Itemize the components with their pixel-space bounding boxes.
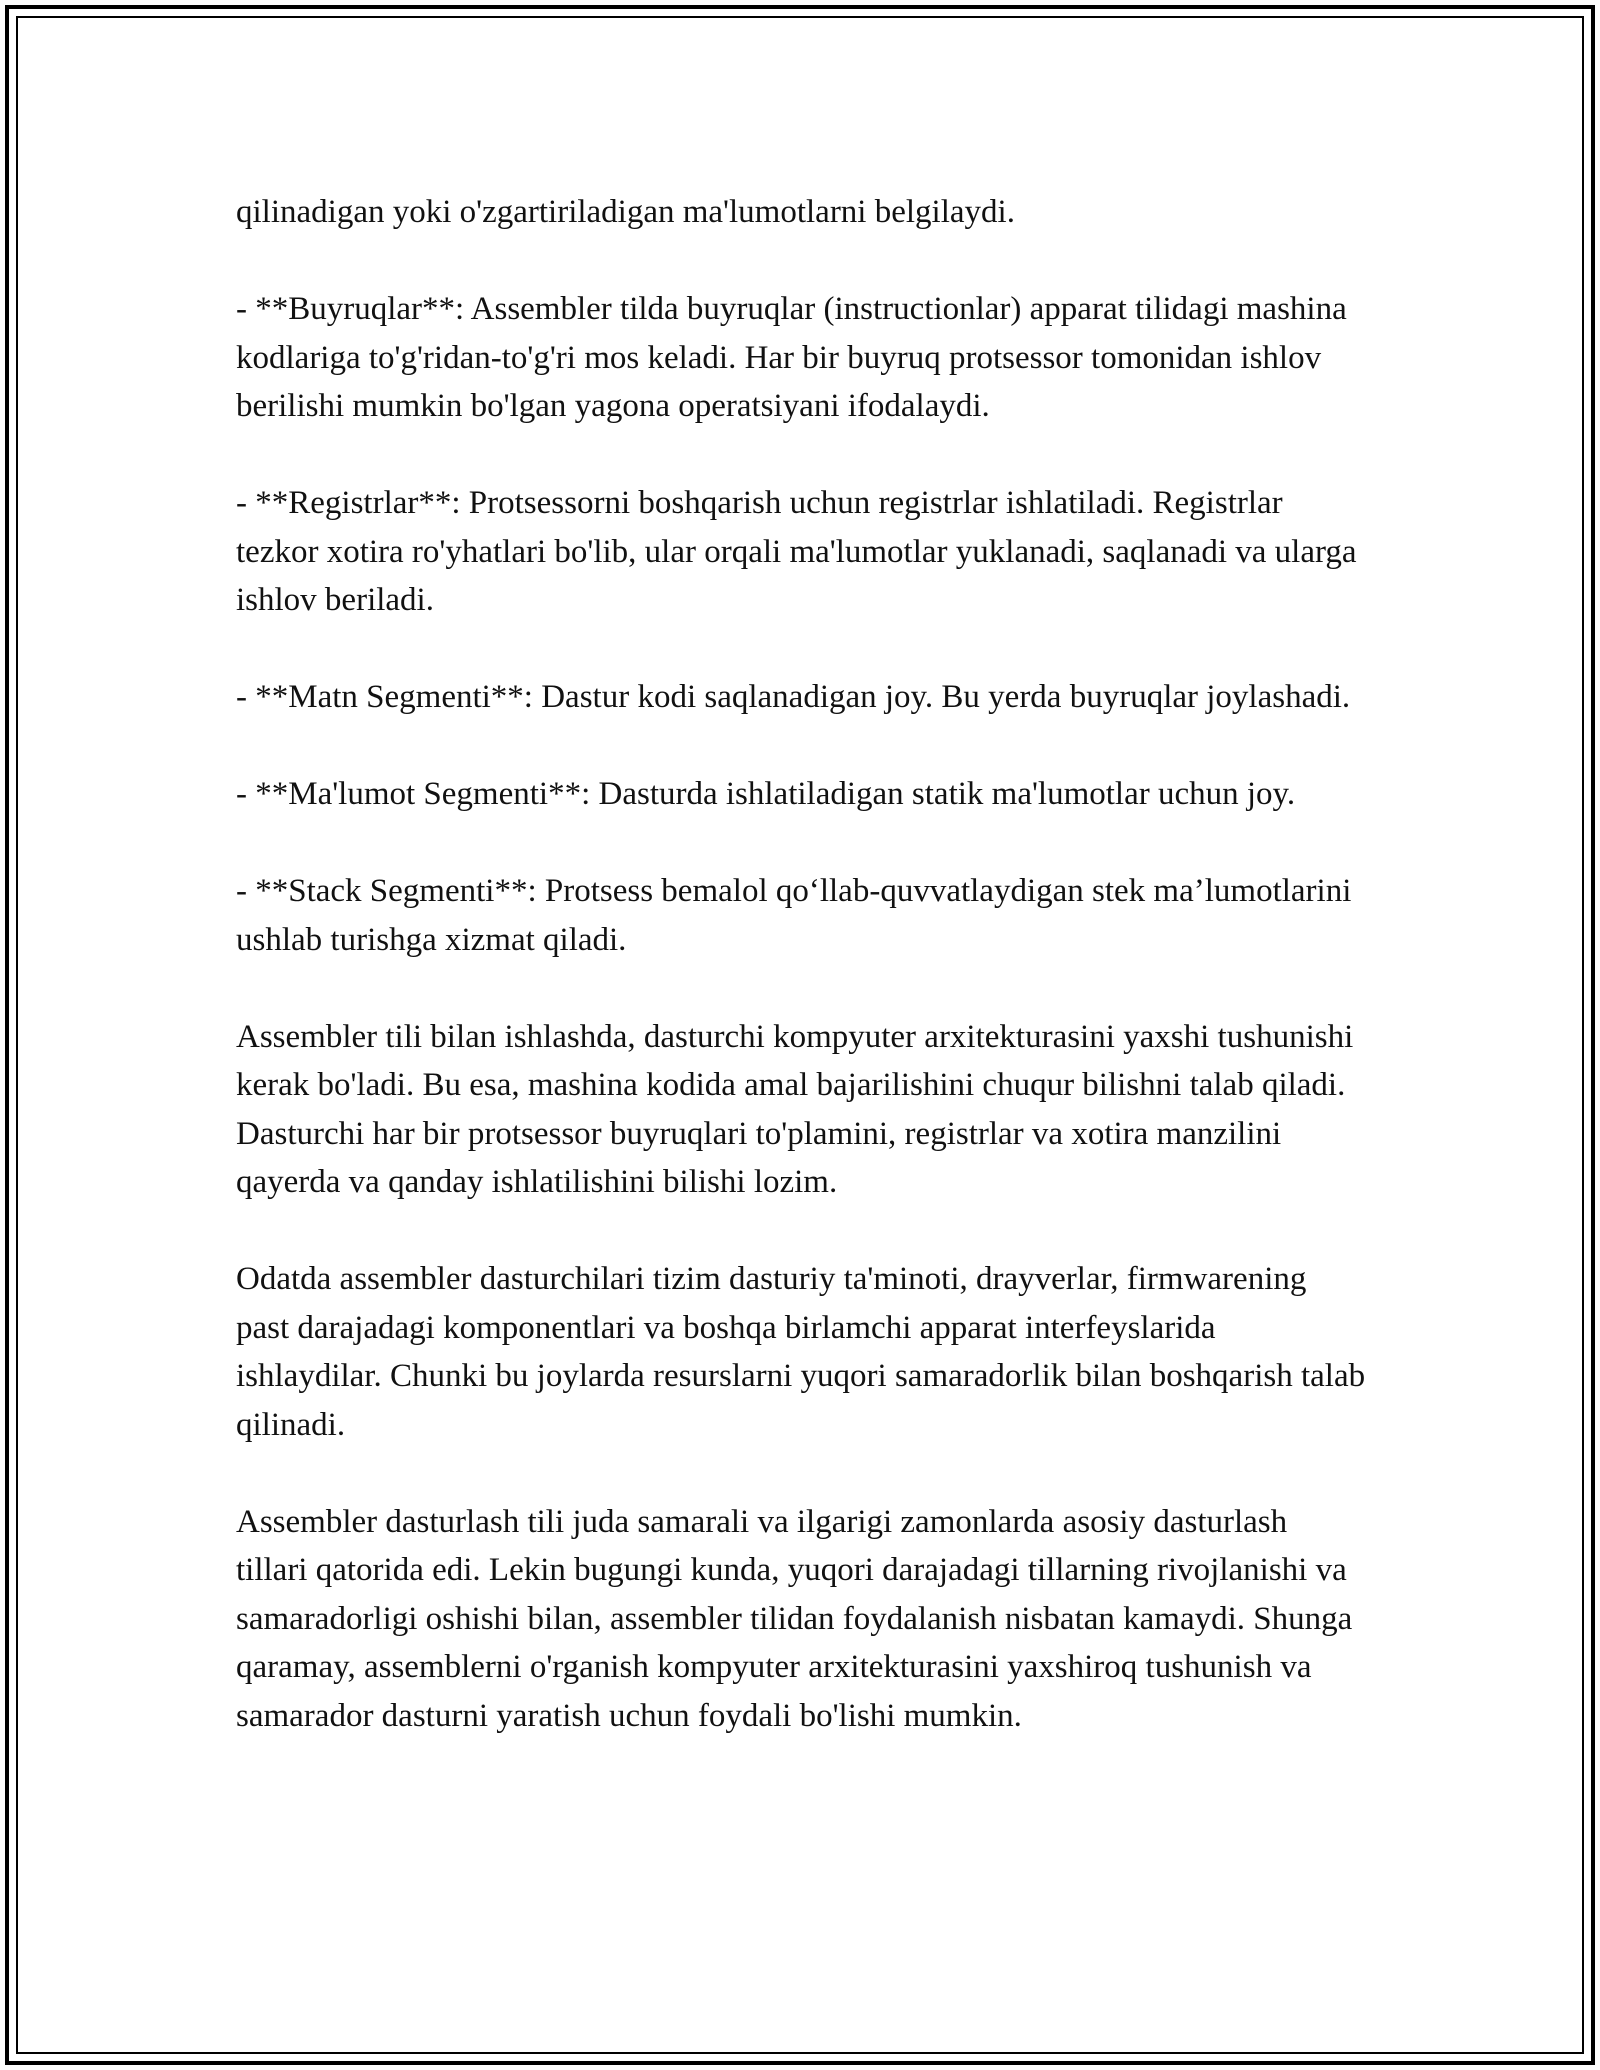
- paragraph-intro-continuation: qilinadigan yoki o'zgartiriladigan ma'lumotlarni belgilaydi.: [236, 194, 1015, 230]
- paragraph-registrlar: - **Registrlar**: Protsessorni boshqarish uchun registrlar ishlatiladi. Registrlar tezkor xotira ro'yhatlari bo'lib, ular orqali ma'lumotlar yuklanadi, saqlanadi va ularga ishlov beriladi.: [236, 485, 1357, 618]
- paragraph-stack-segmenti: - **Stack Segmenti**: Protsess bemalol qo‘llab-quvvatlaydigan stek ma’lumotlarini ushlab turishga xizmat qiladi.: [236, 873, 1352, 958]
- document-body: [236, 188, 1366, 1740]
- paragraph-usage: Odatda assembler dasturchilari tizim dasturiy ta'minoti, drayverlar, firmwarening past darajadagi komponentlari va boshqa birlamchi apparat interfeyslarida ishlaydilar. Chunki bu joylarda resurslarni yuqori samaradorlik bilan boshqarish talab qilinadi.: [236, 1261, 1366, 1443]
- paragraph-conclusion: Assembler dasturlash tili juda samarali va ilgarigi zamonlarda asosiy dasturlash tillari qatorida edi. Lekin bugungi kunda, yuqori darajadagi tillarning rivojlanishi va samaradorligi oshishi bilan, assembler tilidan foydalanish nisbatan kamaydi. Shunga qaramay, assemblerni o'rganish kompyuter arxitekturasini yaxshiroq tushunish va samarador dasturni yaratish uchun foydali bo'lishi mumkin.: [236, 1503, 1353, 1734]
- paragraph-matn-segmenti: - **Matn Segmenti**: Dastur kodi saqlanadigan joy. Bu yerda buyruqlar joylashadi.: [236, 679, 1351, 715]
- paragraph-architecture: Assembler tili bilan ishlashda, dasturchi kompyuter arxitekturasini yaxshi tushunishi kerak bo'ladi. Bu esa, mashina kodida amal bajarilishini chuqur bilishni talab qiladi. Dasturchi har bir protsessor buyruqlari to'plamini, registrlar va xotira manzilini qayerda va qanday ishlatilishini bilishi lozim.: [236, 1018, 1354, 1200]
- paragraph-malumot-segmenti: - **Ma'lumot Segmenti**: Dasturda ishlatiladigan statik ma'lumotlar uchun joy.: [236, 776, 1296, 812]
- paragraph-buyruqlar: - **Buyruqlar**: Assembler tilda buyruqlar (instructionlar) apparat tilidagi mashina kodlariga to'g'ridan-to'g'ri mos keladi. Har bir buyruq protsessor tomonidan ishlov berilishi mumkin bo'lgan yagona operatsiyani ifodalaydi.: [236, 291, 1347, 424]
